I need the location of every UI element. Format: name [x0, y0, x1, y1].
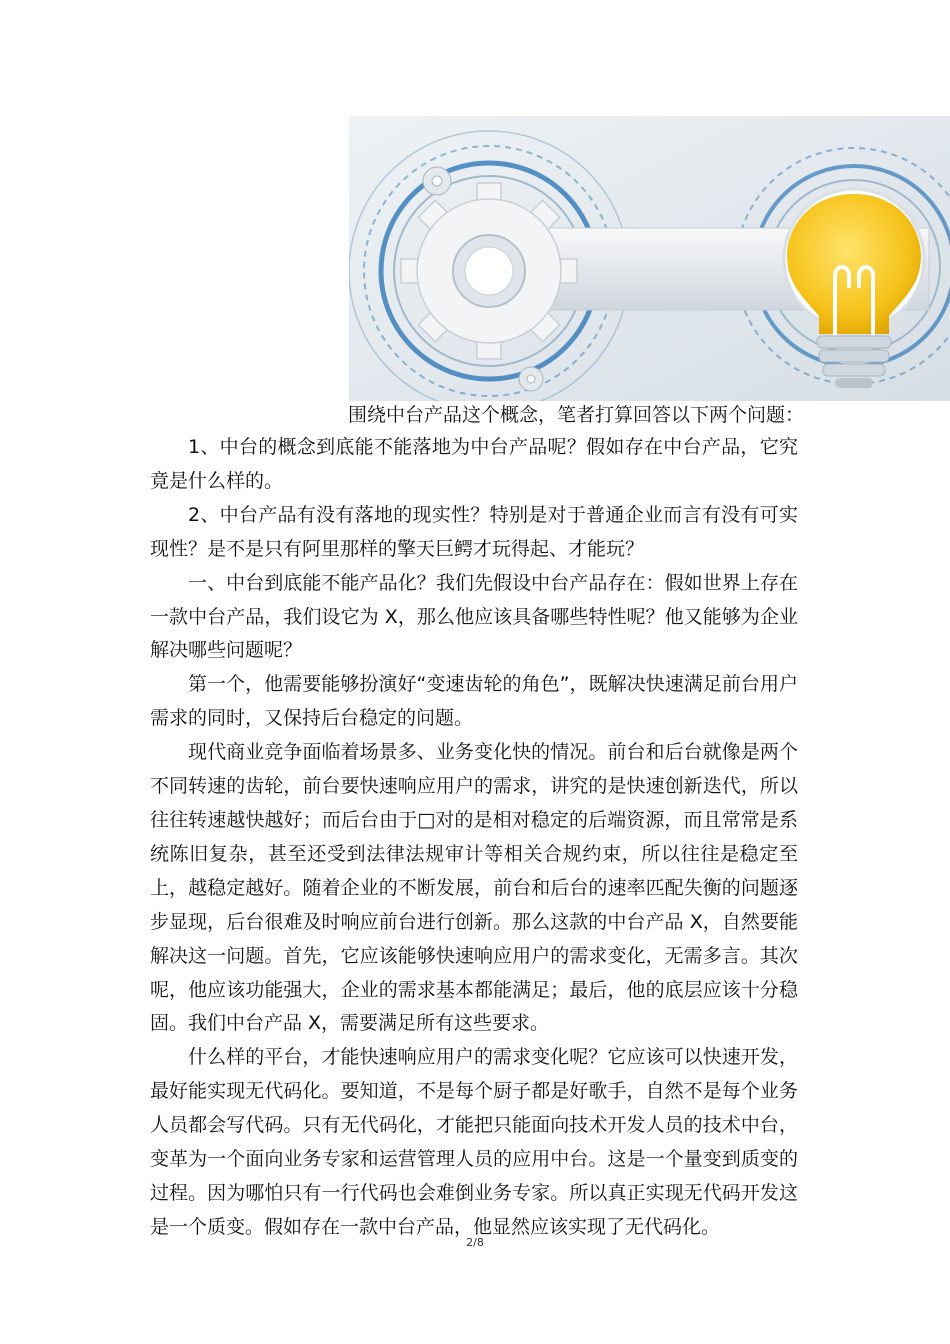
paragraph: 什么样的平台，才能快速响应用户的需求变化呢？它应该可以快速开发，最好能实现无代码化。要知道，不是每个厨子都是好歌手，自然不是每个业务人员都会写代码。只有无代码化，才能把只能面向技术开发人员的技术中台，变革为一个面向业务专家和运营管理人员的应用中台。这是一个量变到质变的过程。因为哪怕只有一行代码也会难倒业务专家。所以真正实现无代码开发这是一个质变。假如存在一款中台产品，他显然应该实现了无代码化。	[150, 1046, 798, 1238]
paragraph: 2、中台产品有没有落地的现实性？特别是对于普通企业而言有没有可实现性？是不是只有阿里那样的擎天巨鳄才玩得起、才能玩？	[150, 503, 798, 560]
paragraph: 一、中台到底能不能产品化？我们先假设中台产品存在：假如世界上存在一款中台产品，我们设它为 X，那么他应该具备哪些特性呢？他又能够为企业解决哪些问题呢？	[150, 571, 798, 662]
page-number: 2/8	[466, 1236, 484, 1249]
paragraph: 第一个，他需要能够扮演好“变速齿轮的角色”，既解决快速满足前台用户需求的同时，又保持后台稳定的问题。	[150, 673, 798, 730]
paragraph: 现代商业竞争面临着场景多、业务变化快的情况。前台和后台就像是两个不同转速的齿轮，前台要快速响应用户的需求，讲究的是快速创新迭代，所以往往转速越快越好；而后台由于□对的是相对稳定的后端资源，而且常常是系统陈旧复杂，甚至还受到法律法规审计等相关合规约束，所以往往是稳定至上，越稳定越好。随着企业的不断发展，前台和后台的速率匹配失衡的问题逐步显现，后台很难及时响应前台进行创新。那么这款的中台产品 X，自然要能解决这一问题。首先，它应该能够快速响应用户的需求变化，无需多言。其次呢，他应该功能强大，企业的需求基本都能满足；最后，他的底层应该十分稳固。我们中台产品 X，需要满足所有这些要求。	[150, 741, 798, 1035]
article-body	[150, 431, 798, 1245]
gear-icon	[401, 183, 577, 359]
small-gear-icon	[423, 167, 451, 195]
paragraph: 1、中台的概念到底能不能落地为中台产品呢？假如存在中台产品，它究竟是什么样的。	[150, 436, 798, 492]
intro-line: 围绕中台产品这个概念，笔者打算回答以下两个问题：	[348, 404, 805, 426]
hero-illustration	[349, 116, 950, 401]
small-gear-icon	[519, 367, 543, 391]
